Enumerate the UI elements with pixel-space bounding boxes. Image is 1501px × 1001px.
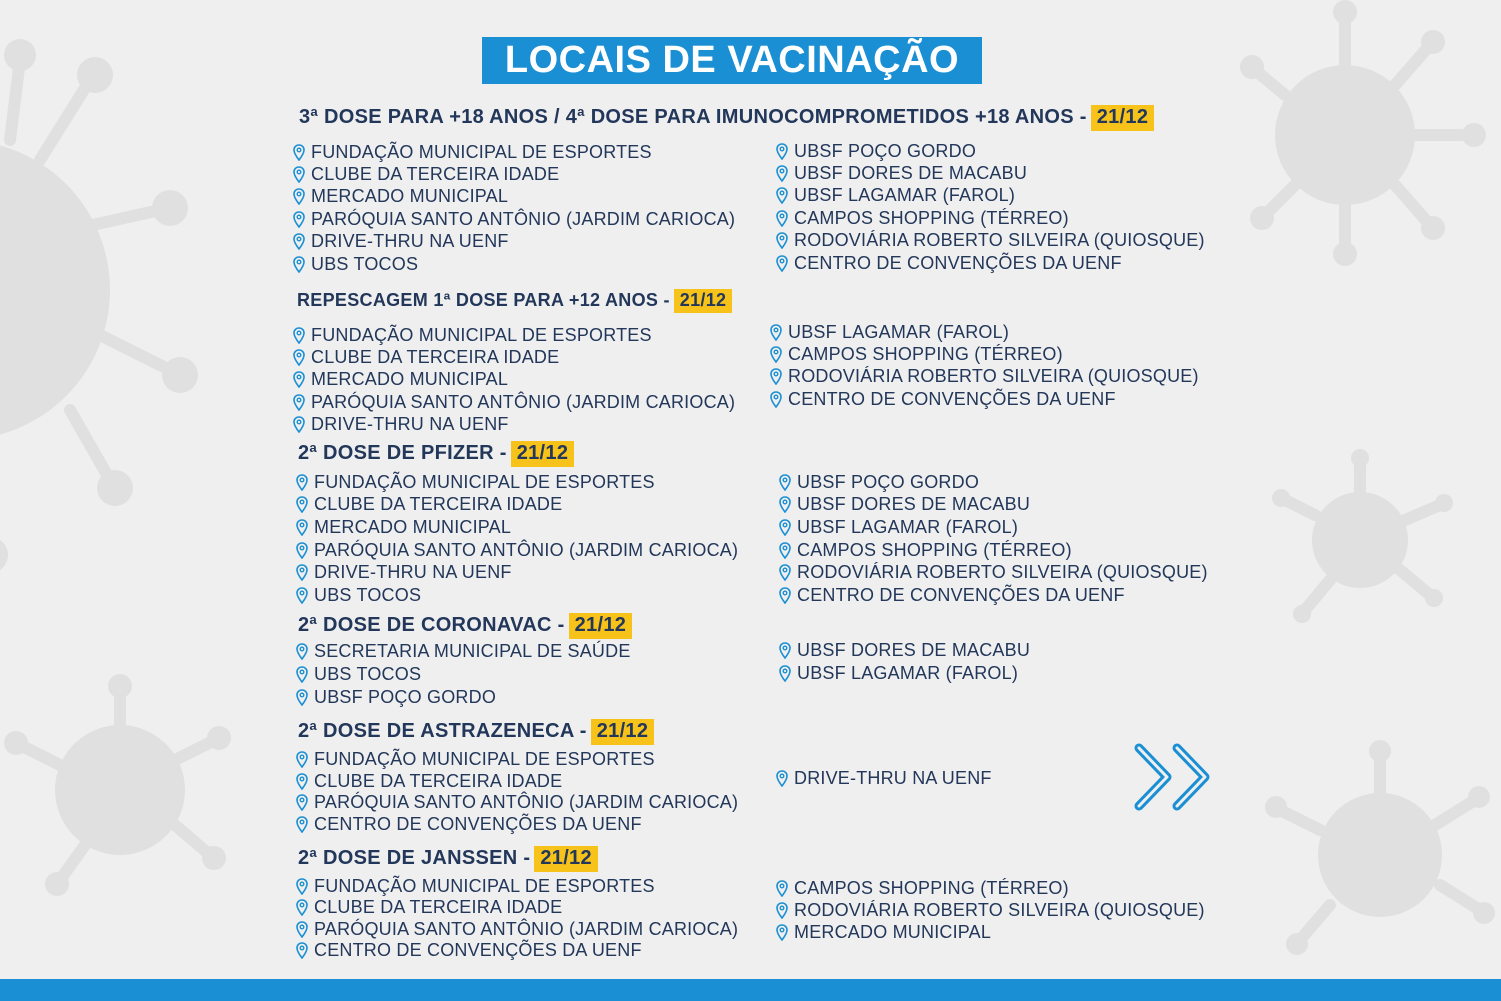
list-item <box>776 162 1205 184</box>
list-item <box>296 516 738 539</box>
location-label: PARÓQUIA SANTO ANTÔNIO (JARDIM CARIOCA) <box>314 539 739 560</box>
location-label: FUNDAÇÃO MUNICIPAL DE ESPORTES <box>314 876 655 897</box>
section-heading-text: 3ª DOSE PARA +18 ANOS / 4ª DOSE PARA IMUNOCOMPROMETIDOS +18 ANOS - <box>299 106 1087 128</box>
section-heading-text: 2ª DOSE DE PFIZER - <box>298 442 507 464</box>
location-label: CAMPOS SHOPPING (TÉRREO) <box>788 344 1063 365</box>
list-item <box>776 185 1205 207</box>
location-label: MERCADO MUNICIPAL <box>311 186 509 207</box>
list-item <box>779 516 1208 539</box>
section-2-left-list <box>293 324 735 436</box>
location-label: UBS TOCOS <box>314 664 422 684</box>
list-item <box>293 369 735 391</box>
map-pin-icon <box>293 416 305 433</box>
list-item <box>296 494 738 517</box>
map-pin-icon <box>293 211 305 228</box>
location-label: RODOVIÁRIA ROBERTO SILVEIRA (QUIOSQUE) <box>794 899 1205 920</box>
section-4-left-list <box>296 640 631 709</box>
location-label: RODOVIÁRIA ROBERTO SILVEIRA (QUIOSQUE) <box>797 562 1208 583</box>
list-item <box>296 686 631 709</box>
list-item <box>776 877 1205 899</box>
date-badge: 21/12 <box>534 846 598 872</box>
location-label: UBSF DORES DE MACABU <box>794 163 1028 184</box>
list-item <box>293 253 735 275</box>
section-heading-text: 2ª DOSE DE ASTRAZENECA - <box>298 720 587 742</box>
map-pin-icon <box>779 564 791 581</box>
list-item <box>296 539 738 562</box>
list-item <box>293 141 735 163</box>
date-badge: 21/12 <box>674 289 733 313</box>
map-pin-icon <box>770 368 782 385</box>
map-pin-icon <box>296 496 308 513</box>
map-pin-icon <box>296 794 308 811</box>
map-pin-icon <box>776 902 788 919</box>
location-label: CAMPOS SHOPPING (TÉRREO) <box>794 877 1069 898</box>
date-badge: 21/12 <box>591 719 655 745</box>
map-pin-icon <box>296 689 308 706</box>
list-item <box>296 814 738 836</box>
section-2-right-list <box>770 321 1199 411</box>
list-item <box>779 539 1208 562</box>
section-1-right-list <box>776 140 1205 274</box>
location-label: MERCADO MUNICIPAL <box>794 921 992 942</box>
location-label: MERCADO MUNICIPAL <box>314 516 512 537</box>
map-pin-icon <box>293 233 305 250</box>
list-item <box>293 346 735 368</box>
location-label: CLUBE DA TERCEIRA IDADE <box>314 770 563 791</box>
list-item <box>293 324 735 346</box>
location-label: UBSF LAGAMAR (FAROL) <box>797 663 1019 683</box>
list-item <box>296 584 738 607</box>
list-item <box>293 186 735 208</box>
list-item <box>296 561 738 584</box>
section-heading-text: 2ª DOSE DE JANSSEN - <box>298 847 531 869</box>
list-item <box>776 921 1205 943</box>
section-heading-astrazeneca <box>298 719 654 745</box>
list-item <box>293 231 735 253</box>
location-label: CLUBE DA TERCEIRA IDADE <box>314 494 563 515</box>
list-item <box>776 230 1205 252</box>
location-label: CENTRO DE CONVENÇÕES DA UENF <box>797 584 1125 605</box>
location-label: CENTRO DE CONVENÇÕES DA UENF <box>314 813 642 834</box>
map-pin-icon <box>776 210 788 227</box>
section-heading-repescagem <box>297 289 732 313</box>
map-pin-icon <box>776 143 788 160</box>
location-label: UBSF LAGAMAR (FAROL) <box>794 185 1016 206</box>
list-item <box>776 140 1205 162</box>
section-4-right-list <box>779 639 1030 685</box>
list-item <box>296 640 631 663</box>
section-heading-text: REPESCAGEM 1ª DOSE PARA +12 ANOS - <box>297 290 670 310</box>
double-chevron-right-icon[interactable] <box>1133 742 1223 812</box>
map-pin-icon <box>779 665 791 682</box>
list-item <box>779 494 1208 517</box>
location-label: UBSF DORES DE MACABU <box>797 494 1031 515</box>
map-pin-icon <box>296 474 308 491</box>
list-item <box>293 208 735 230</box>
location-label: CLUBE DA TERCEIRA IDADE <box>314 897 563 918</box>
list-item <box>296 940 738 961</box>
location-label: CLUBE DA TERCEIRA IDADE <box>311 164 560 185</box>
map-pin-icon <box>776 165 788 182</box>
list-item <box>296 663 631 686</box>
list-item <box>770 366 1199 388</box>
map-pin-icon <box>779 474 791 491</box>
map-pin-icon <box>293 349 305 366</box>
map-pin-icon <box>293 327 305 344</box>
list-item <box>770 343 1199 365</box>
map-pin-icon <box>296 899 308 916</box>
location-label: SECRETARIA MUNICIPAL DE SAÚDE <box>314 641 631 661</box>
map-pin-icon <box>296 816 308 833</box>
location-label: DRIVE-THRU NA UENF <box>794 767 992 788</box>
location-label: FUNDAÇÃO MUNICIPAL DE ESPORTES <box>311 141 652 162</box>
map-pin-icon <box>776 880 788 897</box>
map-pin-icon <box>296 519 308 536</box>
location-label: CENTRO DE CONVENÇÕES DA UENF <box>314 940 642 961</box>
location-label: CAMPOS SHOPPING (TÉRREO) <box>797 539 1072 560</box>
section-1-left-list <box>293 141 735 275</box>
list-item <box>296 771 738 793</box>
location-label: FUNDAÇÃO MUNICIPAL DE ESPORTES <box>314 471 655 492</box>
section-heading-coronavac <box>298 613 632 639</box>
map-pin-icon <box>293 394 305 411</box>
map-pin-icon <box>296 587 308 604</box>
location-label: UBSF DORES DE MACABU <box>797 640 1031 660</box>
map-pin-icon <box>776 770 788 787</box>
map-pin-icon <box>296 666 308 683</box>
map-pin-icon <box>296 942 308 959</box>
map-pin-icon <box>293 144 305 161</box>
map-pin-icon <box>296 773 308 790</box>
list-item <box>293 163 735 185</box>
bottom-accent-bar <box>0 979 1501 1001</box>
list-item <box>779 639 1030 662</box>
list-item <box>779 662 1030 685</box>
location-label: DRIVE-THRU NA UENF <box>311 414 509 435</box>
list-item <box>779 471 1208 494</box>
section-heading-3a-dose <box>299 105 1154 131</box>
location-label: FUNDAÇÃO MUNICIPAL DE ESPORTES <box>311 324 652 345</box>
map-pin-icon <box>776 232 788 249</box>
location-label: CENTRO DE CONVENÇÕES DA UENF <box>794 252 1122 273</box>
location-label: DRIVE-THRU NA UENF <box>311 231 509 252</box>
list-item <box>776 899 1205 921</box>
date-badge: 21/12 <box>511 441 575 467</box>
location-label: UBSF POÇO GORDO <box>794 140 977 161</box>
list-item <box>770 388 1199 410</box>
date-badge: 21/12 <box>1091 105 1155 131</box>
map-pin-icon <box>293 371 305 388</box>
map-pin-icon <box>779 542 791 559</box>
list-item <box>296 919 738 940</box>
location-label: PARÓQUIA SANTO ANTÔNIO (JARDIM CARIOCA) <box>311 208 736 229</box>
map-pin-icon <box>296 751 308 768</box>
location-label: PARÓQUIA SANTO ANTÔNIO (JARDIM CARIOCA) <box>314 792 739 813</box>
section-heading-pfizer <box>298 441 574 467</box>
section-3-right-list <box>779 471 1208 607</box>
list-item <box>779 561 1208 584</box>
map-pin-icon <box>296 643 308 660</box>
list-item <box>776 767 992 789</box>
map-pin-icon <box>776 924 788 941</box>
map-pin-icon <box>296 542 308 559</box>
list-item <box>296 876 738 897</box>
list-item <box>296 897 738 918</box>
list-item <box>770 321 1199 343</box>
section-6-right-list <box>776 877 1205 943</box>
map-pin-icon <box>296 878 308 895</box>
location-label: MERCADO MUNICIPAL <box>311 369 509 390</box>
location-label: CENTRO DE CONVENÇÕES DA UENF <box>788 388 1116 409</box>
map-pin-icon <box>296 921 308 938</box>
map-pin-icon <box>293 166 305 183</box>
section-3-left-list <box>296 471 738 607</box>
map-pin-icon <box>293 256 305 273</box>
map-pin-icon <box>770 324 782 341</box>
map-pin-icon <box>770 346 782 363</box>
map-pin-icon <box>776 255 788 272</box>
section-5-left-list <box>296 749 738 835</box>
list-item <box>296 471 738 494</box>
location-label: UBS TOCOS <box>314 584 422 605</box>
location-label: UBSF POÇO GORDO <box>797 471 980 492</box>
section-heading-text: 2ª DOSE DE CORONAVAC - <box>298 614 565 636</box>
list-item <box>293 414 735 436</box>
location-label: CLUBE DA TERCEIRA IDADE <box>311 347 560 368</box>
location-label: UBSF LAGAMAR (FAROL) <box>797 516 1019 537</box>
location-label: PARÓQUIA SANTO ANTÔNIO (JARDIM CARIOCA) <box>314 918 739 939</box>
date-badge: 21/12 <box>569 613 633 639</box>
map-pin-icon <box>296 564 308 581</box>
list-item <box>779 584 1208 607</box>
location-label: FUNDAÇÃO MUNICIPAL DE ESPORTES <box>314 749 655 770</box>
list-item <box>296 749 738 771</box>
location-label: UBSF POÇO GORDO <box>314 687 497 707</box>
map-pin-icon <box>770 391 782 408</box>
list-item <box>293 391 735 413</box>
map-pin-icon <box>779 519 791 536</box>
map-pin-icon <box>779 496 791 513</box>
section-heading-janssen <box>298 846 598 872</box>
map-pin-icon <box>779 642 791 659</box>
location-label: DRIVE-THRU NA UENF <box>314 562 512 583</box>
location-label: UBSF LAGAMAR (FAROL) <box>788 321 1010 342</box>
location-label: CAMPOS SHOPPING (TÉRREO) <box>794 207 1069 228</box>
location-label: PARÓQUIA SANTO ANTÔNIO (JARDIM CARIOCA) <box>311 391 736 412</box>
list-item <box>776 252 1205 274</box>
page-title: LOCAIS DE VACINAÇÃO <box>482 37 982 84</box>
location-label: UBS TOCOS <box>311 253 419 274</box>
map-pin-icon <box>776 187 788 204</box>
location-label: RODOVIÁRIA ROBERTO SILVEIRA (QUIOSQUE) <box>788 366 1199 387</box>
map-pin-icon <box>779 587 791 604</box>
map-pin-icon <box>293 188 305 205</box>
section-6-left-list <box>296 876 738 961</box>
section-5-right-list <box>776 767 992 789</box>
list-item <box>776 207 1205 229</box>
list-item <box>296 792 738 814</box>
location-label: RODOVIÁRIA ROBERTO SILVEIRA (QUIOSQUE) <box>794 230 1205 251</box>
